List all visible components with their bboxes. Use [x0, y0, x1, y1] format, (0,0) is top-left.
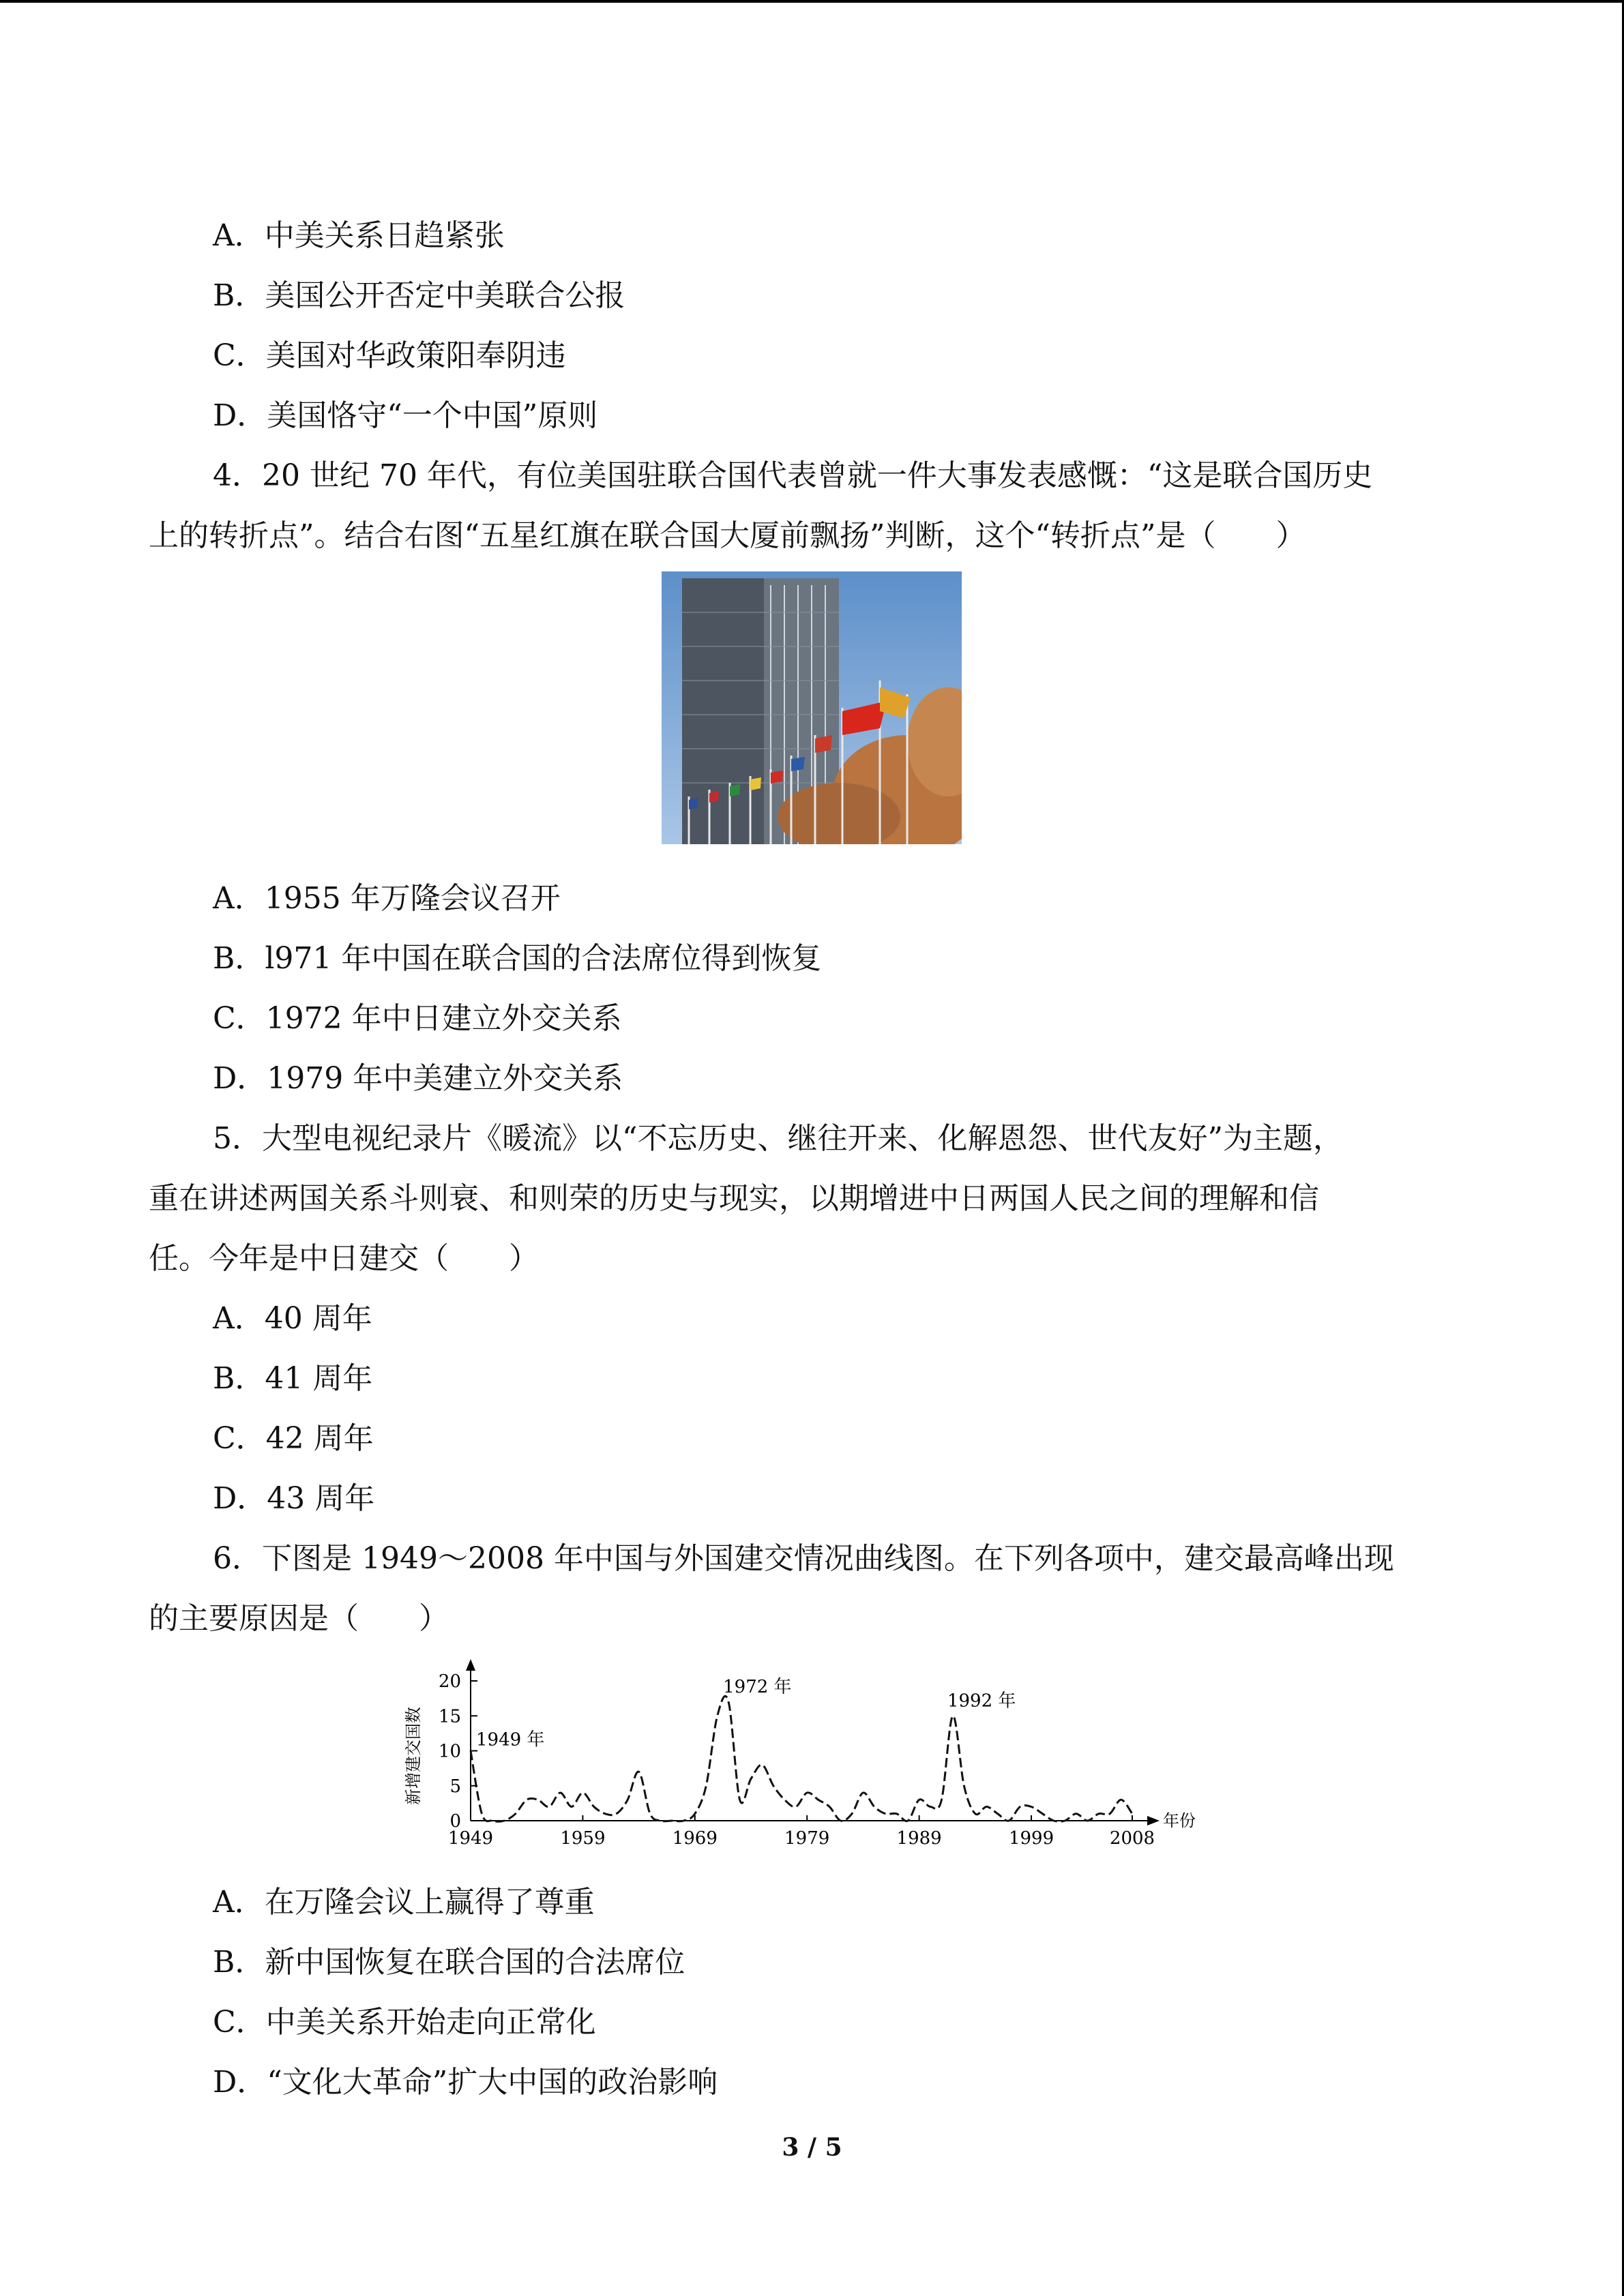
y-tick-label: 20	[438, 1671, 461, 1692]
q4-stem-line2: 上的转折点”。结合右图“五星红旗在联合国大厦前飘扬”判断，这个“转折点”是（ ）	[149, 518, 1306, 553]
peak-annotation: 1972 年	[723, 1676, 792, 1697]
peak-annotation: 1949 年	[476, 1729, 545, 1750]
y-axis-arrow	[466, 1659, 475, 1671]
x-tick-label: 1969	[672, 1828, 718, 1849]
q4-option-d: D．1979 年中美建立外交关系	[213, 1061, 623, 1096]
q5-option-a: A．40 周年	[213, 1301, 372, 1336]
q4-option-a: A．1955 年万隆会议召开	[213, 881, 561, 916]
y-tick-label: 0	[449, 1811, 461, 1832]
q3-option-a: A．中美关系日趋紧张	[213, 218, 505, 253]
q3-option-d: D．美国恪守“一个中国”原则	[213, 398, 598, 433]
top-border	[0, 0, 1624, 3]
chart-svg	[396, 1647, 1214, 1858]
x-axis-label: 年份	[1163, 1811, 1196, 1830]
y-tick-label: 10	[438, 1741, 461, 1762]
peak-annotation: 1992 年	[947, 1690, 1016, 1712]
y-axis-label: 新增建交国数	[404, 1707, 423, 1805]
q5-option-c: C．42 周年	[213, 1421, 374, 1456]
q6-option-b: B．新中国恢复在联合国的合法席位	[213, 1945, 685, 1980]
q6-option-a: A．在万隆会议上赢得了尊重	[213, 1885, 595, 1920]
x-tick-label: 1949	[447, 1828, 494, 1849]
y-tick-label: 15	[438, 1706, 461, 1727]
x-axis-arrow	[1147, 1816, 1160, 1825]
diplomatic-relations-chart	[396, 1647, 1214, 1858]
q4-option-b: B．l971 年中国在联合国的合法席位得到恢复	[213, 941, 822, 976]
q6-option-d: D．“文化大革命”扩大中国的政治影响	[213, 2065, 718, 2100]
q5-stem-line3: 任。今年是中日建交（ ）	[149, 1241, 539, 1276]
q4-option-c: C．1972 年中日建立外交关系	[213, 1001, 622, 1036]
series-line	[471, 1696, 1132, 1821]
q6-stem-line1: 6．下图是 1949～2008 年中国与外国建交情况曲线图。在下列各项中，建交最高峰出现	[213, 1541, 1394, 1576]
q6-option-c: C．中美关系开始走向正常化	[213, 2005, 596, 2040]
q4-stem-line1: 4．20 世纪 70 年代，有位美国驻联合国代表曾就一件大事发表感慨：“这是联合国历史	[213, 458, 1373, 493]
x-tick-label: 1959	[560, 1828, 606, 1849]
q5-option-b: B．41 周年	[213, 1361, 373, 1396]
q5-stem-line2: 重在讲述两国关系斗则衰、和则荣的历史与现实，以期增进中日两国人民之间的理解和信	[149, 1181, 1319, 1216]
x-tick-label: 2008	[1109, 1828, 1155, 1849]
q5-stem-line1: 5．大型电视纪录片《暖流》以“不忘历史、继往开来、化解恩怨、世代友好”为主题，	[213, 1121, 1343, 1156]
y-tick-label: 5	[449, 1776, 461, 1797]
q5-option-d: D．43 周年	[213, 1481, 375, 1516]
q3-option-b: B．美国公开否定中美联合公报	[213, 278, 625, 313]
x-tick-label: 1979	[784, 1828, 830, 1849]
q6-stem-line2: 的主要原因是（ ）	[149, 1601, 449, 1636]
q3-option-c: C．美国对华政策阳奉阴违	[213, 338, 566, 373]
x-tick-label: 1989	[896, 1828, 942, 1849]
x-tick-label: 1999	[1008, 1828, 1054, 1849]
page-number: 3 / 5	[782, 2133, 842, 2162]
un-building-photo	[662, 571, 962, 844]
